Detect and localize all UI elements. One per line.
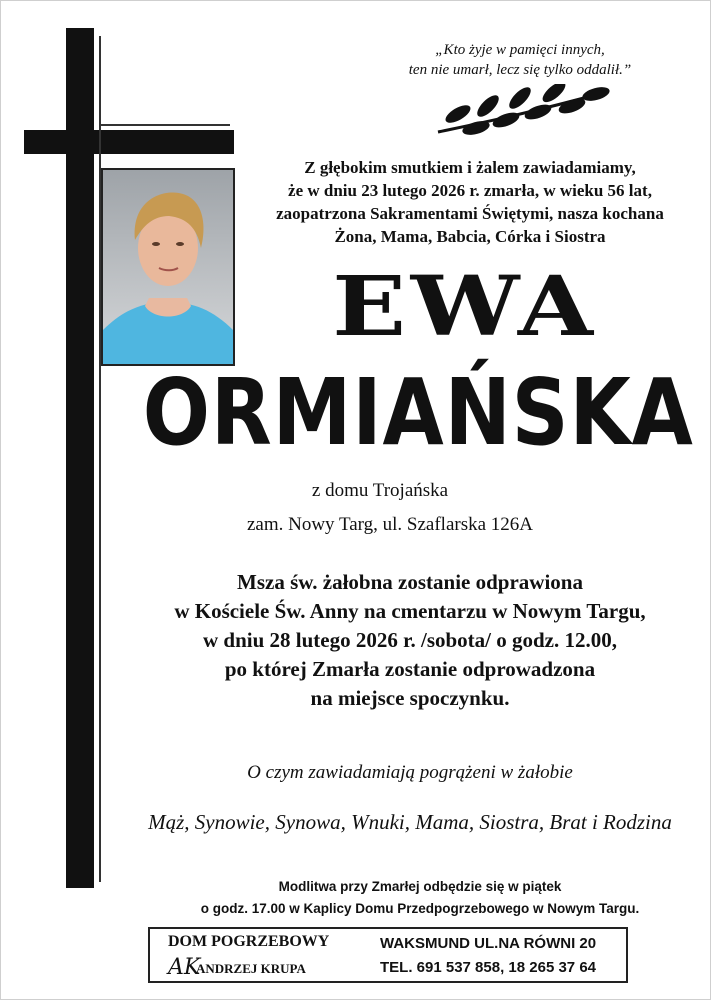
funeral-home-name: DOM POGRZEBOWY [168,933,330,950]
funeral-home-box [148,927,628,983]
memorial-quote [370,40,670,80]
portrait-photo [101,168,235,366]
intro-line-3: zaopatrzona Sakramentami Świętymi, nasza kochana [276,204,664,223]
mass-line-3: w dniu 28 lutego 2026 r. /sobota/ o godz. 12.00, [202,628,618,652]
deceased-last-name: ORMIAŃSKA [142,359,694,466]
intro-line-1: Z głębokim smutkiem i żalem zawiadamiamy, [304,158,636,177]
prayer-line-2: o godz. 17.00 w Kaplicy Domu Przedpogrzebowego w Nowym Targu. [200,901,640,916]
residence-address: zam. Nowy Targ, ul. Szaflarska 126A [246,514,534,535]
family-list: Mąż, Synowie, Synowa, Wnuki, Mama, Siostra, Brat i Rodzina [148,810,672,834]
intro-line-4: Żona, Mama, Babcia, Córka i Siostra [334,227,606,246]
prayer-info [120,876,711,920]
announcement-intro [240,156,700,248]
funeral-home-address: WAKSMUND UL.NA RÓWNI 20 [380,935,597,952]
intro-line-2: że w dniu 23 lutego 2026 r. zmarła, w wieku 56 lat, [288,181,652,200]
funeral-mass-info [110,568,710,713]
quote-line-2: ten nie umarł, lecz się tylko oddalił.” [408,62,632,78]
deceased-first-name: EWA [332,259,598,355]
mass-line-2: w Kościele Św. Anny na cmentarzu w Nowym Targu, [174,599,646,623]
funeral-home-phones: TEL. 691 537 858, 18 265 37 64 [380,959,596,976]
funeral-home-owner: ANDRZEJ KRUPA [196,961,306,976]
maiden-name: z domu Trojańska [311,480,449,501]
funeral-home-logo: AK [168,955,201,980]
prayer-line-1: Modlitwa przy Zmarłej odbędzie się w piątek [278,879,562,894]
quote-line-1: „Kto żyje w pamięci innych, [435,42,605,58]
mass-line-5: na miejsce spoczynku. [310,686,510,710]
mourners-notice: O czym zawiadamiają pogrążeni w żałobie [247,762,573,783]
olive-branch-icon [436,84,612,138]
mass-line-4: po której Zmarła zostanie odprowadzona [224,657,596,681]
mass-line-1: Msza św. żałobna zostanie odprawiona [237,570,583,594]
